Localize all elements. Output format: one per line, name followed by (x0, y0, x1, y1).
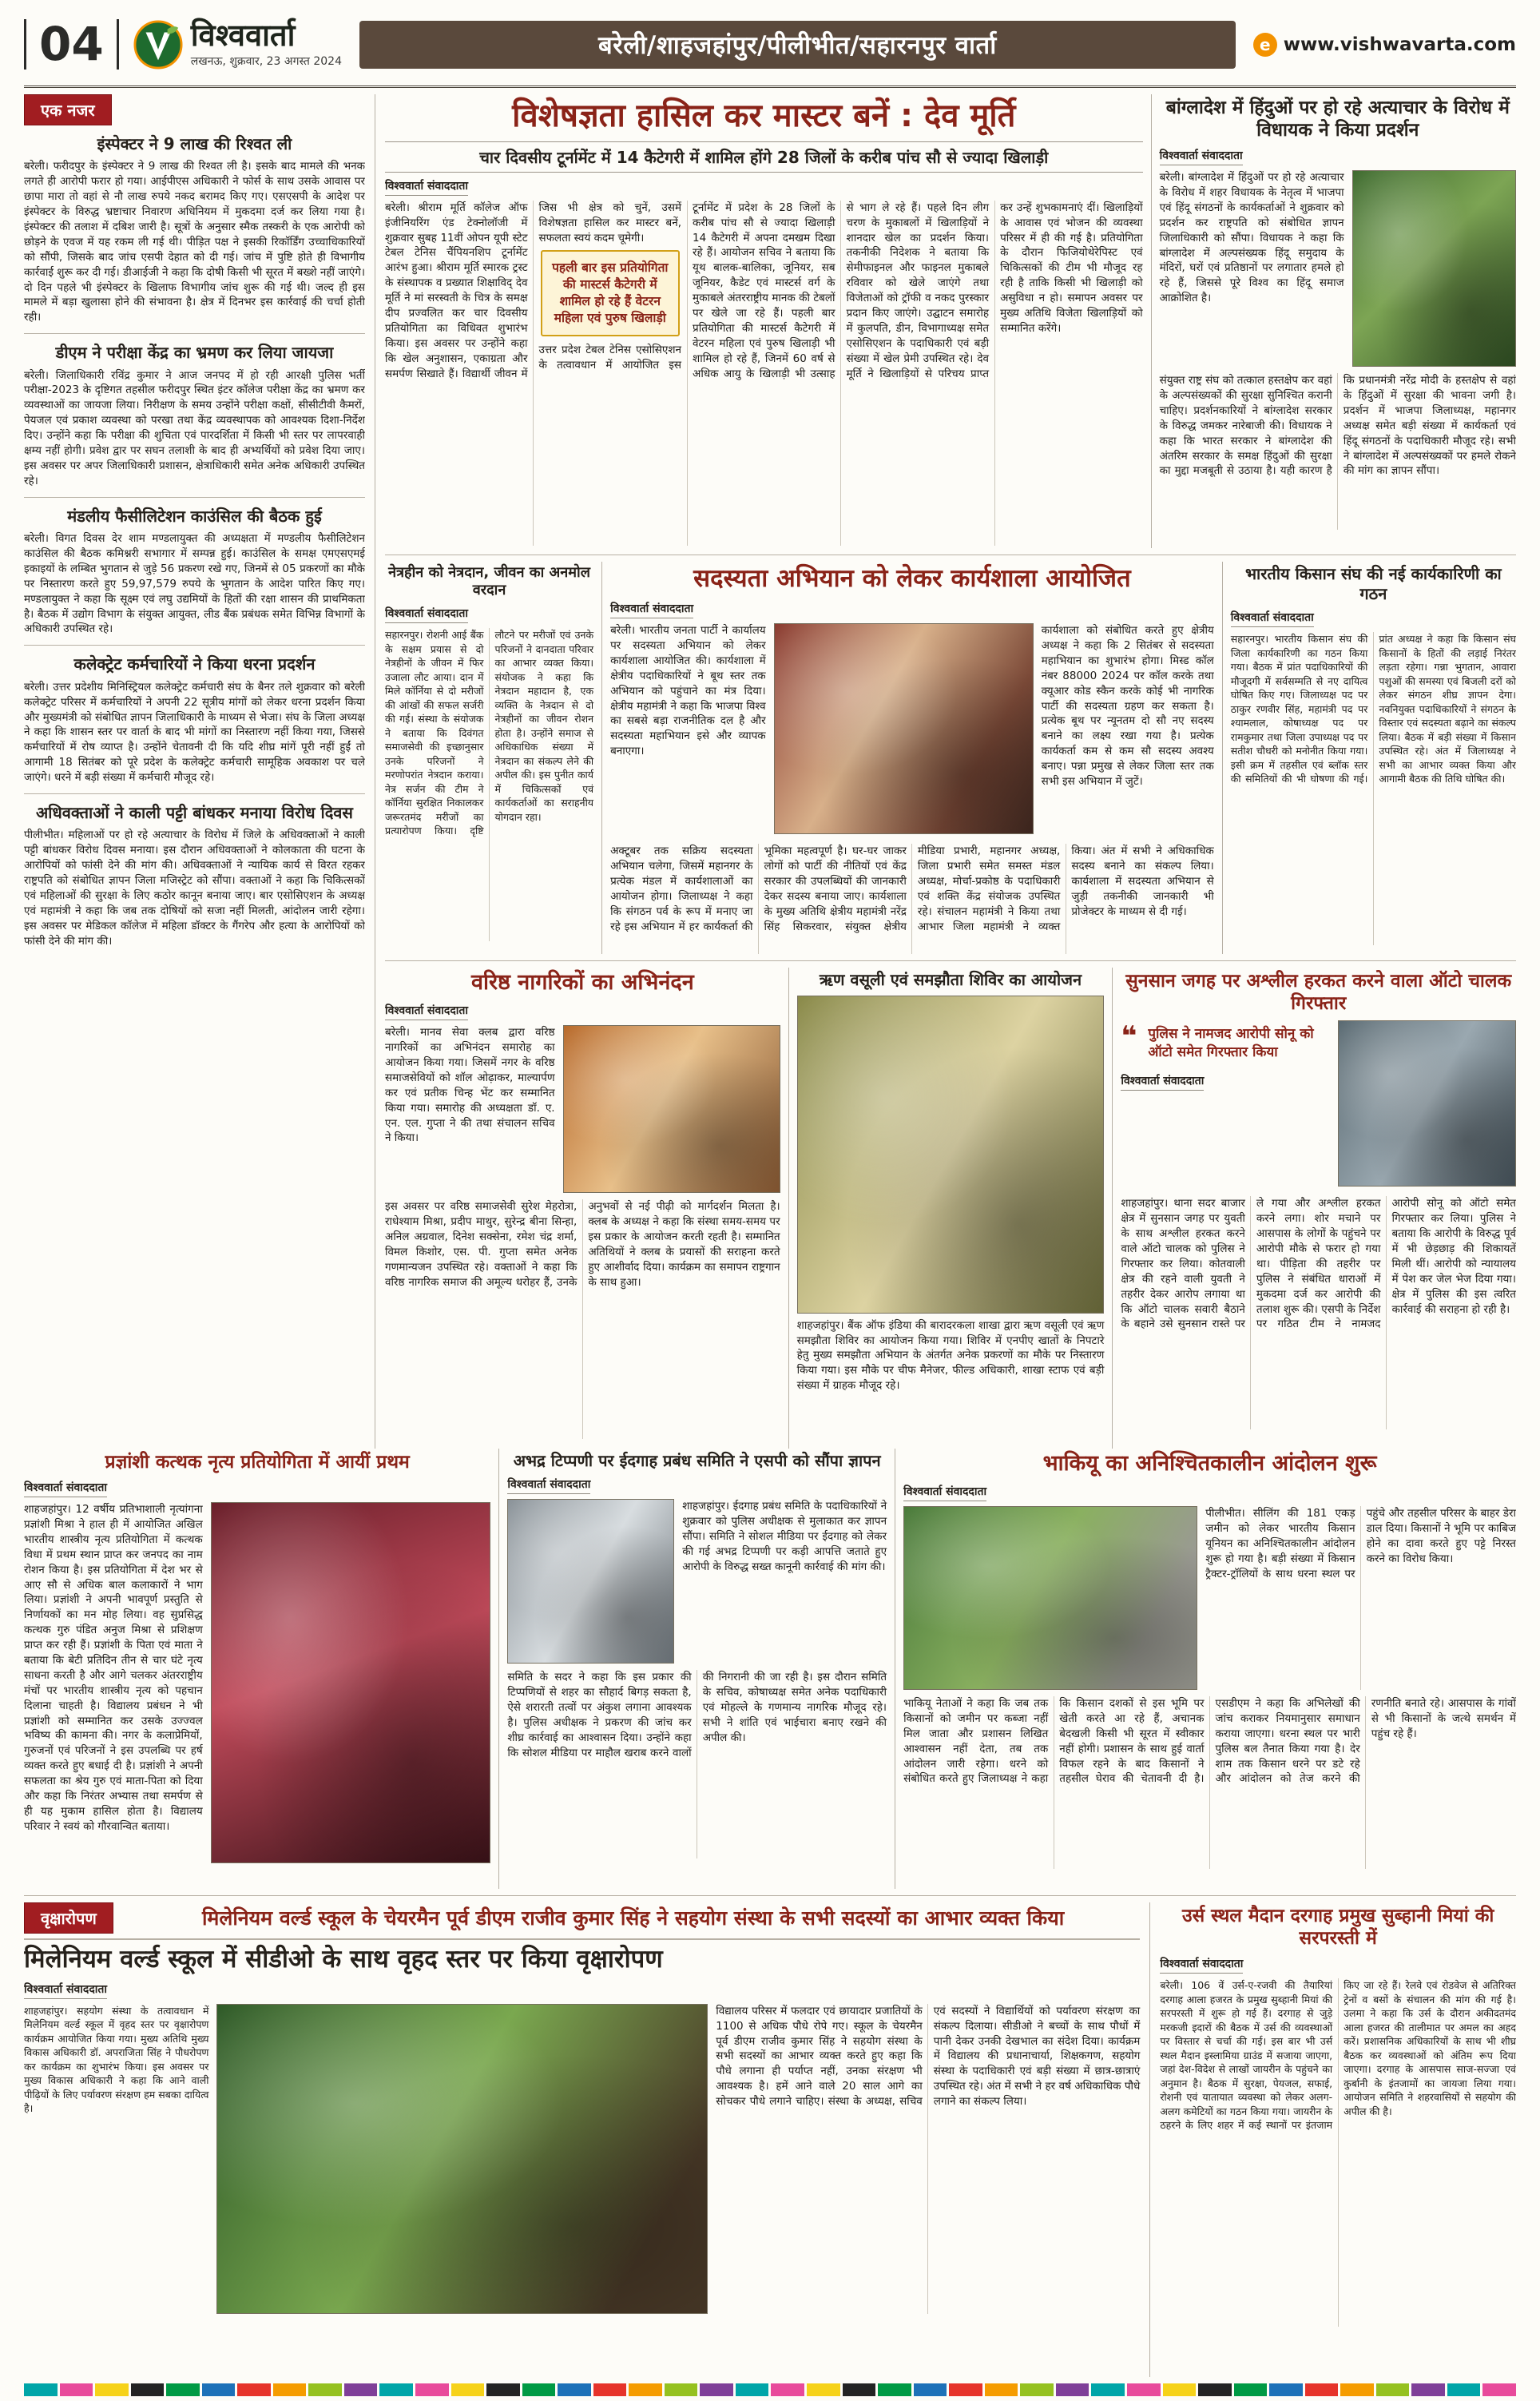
headline: डीएम ने परीक्षा केंद्र का भ्रमण कर लिया जायजा (55, 343, 334, 363)
photo-farmers-march (903, 1506, 1197, 1690)
pull-quote (1121, 1020, 1330, 1065)
masthead (24, 8, 1516, 88)
color-swatch (308, 2383, 342, 2396)
body-text: अक्टूबर तक सक्रिय सदस्यता अभियान चलेगा, जिसमें महानगर के प्रत्येक मंडल में कार्यशालाओं का आयोजन होगा। जिलाध्यक्ष ने कहा कि संगठन पर्व के रूप में मनाए जा रहे इस अभियान में हर कार्यकर्ता की भूमिका महत्वपूर्ण है। घर-घर जाकर लोगों को पार्टी की नीतियों एवं केंद्र सरकार की उपलब्धियों की जानकारी देकर सदस्य बनाया जाए। कार्यशाला के मुख्य अतिथि क्षेत्रीय महामंत्री नरेंद्र सिंह सिकरवार, संयुक्त क्षेत्रीय मीडिया प्रभारी, महानगर अध्यक्ष, जिला प्रभारी समेत समस्त मंडल अध्यक्ष, मोर्चा-प्रकोष्ठ के पदाधिकारी एवं शक्ति केंद्र संयोजक उपस्थित रहे। संचालन महामंत्री ने किया तथा आभार जिला महामंत्री ने व्यक्त किया। अंत में सभी ने अधिकाधिक सदस्य बनाने का संकल्प लिया। कार्यशाला में सदस्यता अभियान से जुड़ी तकनीकी जानकारी भी प्रोजेक्टर के माध्यम से दी गई। (610, 845, 1214, 933)
article-urs-dargah (1150, 1902, 1516, 2377)
byline: विश्ववार्ता संवाददाता (1231, 610, 1314, 627)
headline: भारतीय किसान संघ की नई कार्यकारिणी का गठन (1245, 564, 1502, 603)
epaper-icon: e (1253, 33, 1277, 57)
color-swatch (1376, 2383, 1410, 2396)
highlight-quote: पहली बार इस प्रतियोगिता की मास्टर्स कैटेगरी में शामिल हो रहे हैं वेटरन महिला एवं पुरुष खिलाड़ी (541, 250, 681, 336)
color-swatch (985, 2383, 1018, 2396)
headline: इंस्पेक्टर ने 9 लाख की रिश्वत ली (97, 134, 292, 153)
body-text: भाकियू नेताओं ने कहा कि जब तक किसानों को जमीन पर कब्जा नहीं मिल जाता और प्रशासन लिखित आश्वासन नहीं देता, तब तक आंदोलन जारी रहेगा। धरने को संबोधित करते हुए जिलाध्यक्ष ने कहा कि किसान दशकों से इस भूमि पर खेती करते आ रहे हैं, अचानक बेदखली किसी भी सूरत में स्वीकार नहीं होगी। प्रशासन के साथ हुई वार्ता विफल रहने के बाद किसानों ने तहसील घेराव की चेतावनी दी है। एसडीएम ने कहा कि अभिलेखों की जांच कराकर नियमानुसार समाधान कराया जाएगा। धरना स्थल पर भारी पुलिस बल तैनात किया गया है। देर शाम तक किसान धरने पर डटे रहे और आंदोलन को तेज करने की रणनीति बनाते रहे। आसपास के गांवों से भी किसानों के जत्थे समर्थन में पहुंच रहे हैं। (903, 1696, 1516, 1786)
headline: उर्स स्थल मैदान दरगाह प्रमुख सुब्हानी मियां की सरपरस्ती में (1181, 1906, 1494, 1950)
article-body (385, 201, 1143, 546)
masthead-dateline: लखनऊ, शुक्रवार, 23 अगस्त 2024 (190, 54, 342, 68)
color-swatch (1163, 2383, 1197, 2396)
color-swatch (878, 2383, 911, 2396)
color-swatch (1198, 2383, 1232, 2396)
ek-najar-label: एक नजर (24, 94, 112, 125)
photo-police-arrest (1338, 1020, 1516, 1187)
website-link[interactable]: www.vishwavarta.com (1283, 34, 1516, 55)
article-bhakiyu-andolan (895, 1449, 1516, 1889)
byline: विश्ववार्ता संवाददाता (1160, 148, 1243, 165)
color-swatch (700, 2383, 733, 2396)
headline: विशेषज्ञता हासिल कर मास्टर बनें : देव मूर्ति (512, 97, 1016, 134)
article-idgah-gyapan (498, 1449, 895, 1889)
article-facilitation-council (24, 497, 365, 638)
color-swatch (273, 2383, 307, 2396)
body-text: संयुक्त राष्ट्र संघ को तत्काल हस्तक्षेप कर वहां के अल्पसंख्यकों की सुरक्षा सुनिश्चित करानी चाहिए। प्रदर्शनकारियों ने बांग्लादेश सरकार के विरुद्ध जमकर नारेबाजी की। विधायक ने कहा कि भारत सरकार ने बांग्लादेश की अंतरिम सरकार के समक्ष हिंदुओं की सुरक्षा का मुद्दा मजबूती से उठाया है। यही कारण है कि प्रधानमंत्री नरेंद्र मोदी के हस्तक्षेप से वहां के हिंदुओं में सुरक्षा की भावना जगी है। प्रदर्शन में भाजपा जिलाध्यक्ष, महानगर अध्यक्ष समेत बड़ी संख्या में कार्यकर्ता एवं हिंदू संगठनों के पदाधिकारी मौजूद रहे। सभी ने बांग्लादेश में अल्पसंख्यकों पर हमले रोकने की मांग का ज्ञापन सौंपा। (1159, 374, 1516, 478)
article-bangladesh-protest (1151, 94, 1516, 548)
headline: मंडलीय फैसीलिटेशन काउंसिल की बैठक हुई (67, 506, 322, 526)
color-swatch (1091, 2383, 1125, 2396)
headline: प्रज्ञांशी कत्थक नृत्य प्रतियोगिता में आयीं प्रथम (105, 1452, 410, 1473)
vishwavarta-logo (133, 20, 183, 70)
color-swatch (1305, 2383, 1339, 2396)
color-swatch (60, 2383, 93, 2396)
article-tournament (385, 94, 1151, 548)
body-text: बरेली। विगत दिवस देर शाम मण्डलायुक्त की अध्यक्षता में मण्डलीय फैसीलिटेशन काउंसिल की बैठक कमिश्नरी सभागार में सम्पन्न हुई। काउंसिल के समक्ष एमएसएमई इकाइयों के लम्बित भुगतान से जुड़े 56 प्रकरण रखे गए, जिनमें से 05 प्रकरणों का मौके पर निस्तारण करते हुए 59,97,579 रुपये के भुगतान के आदेश पारित किए गए। मण्डलायुक्त ने कहा कि सूक्ष्म एवं लघु उद्यमियों के हितों की रक्षा शासन की प्राथमिकता है। बैठक में उद्योग विभाग के संयुक्त आयुक्त, लीड बैंक प्रबंधक समेत विभिन्न विभागों के अधिकारी उपस्थित रहे। (24, 532, 365, 636)
brand (133, 20, 342, 70)
body-text: विद्यालय परिसर में फलदार एवं छायादार प्रजातियों के 1100 से अधिक पौधे रोपे गए। स्कूल के चेयरमैन पूर्व डीएम राजीव कुमार सिंह ने सहयोग संस्था के सभी सदस्यों का आभार व्यक्त करते हुए कहा कि पौधे लगाना ही पर्याप्त नहीं, उनका संरक्षण भी आवश्यक है। हमें आने वाले 20 साल आगे का सोचकर पौधे लगाने चाहिए। संस्था के अध्यक्ष, सचिव एवं सदस्यों ने विद्यार्थियों को पर्यावरण संरक्षण का संकल्प दिलाया। सीडीओ ने बच्चों के साथ पौधों में पानी देकर उनकी देखभाल का संदेश दिया। कार्यक्रम में विद्यालय की प्रधानाचार्या, शिक्षकगण, सहयोग संस्था के पदाधिकारी एवं बड़ी संख्या में छात्र-छात्राएं उपस्थित रहे। अंत में सभी ने हर वर्ष अधिकाधिक पौधे लगाने का संकल्प लिया। (716, 2004, 1141, 2109)
photo-loan-camp (797, 996, 1105, 1314)
body-text: सहारनपुर। रोशनी आई बैंक के सक्षम प्रयास से दो नेत्रहीनों के जीवन में फिर उजाला लौट आया। दान में मिले कॉर्निया से दो मरीजों की आंखों की सफल सर्जरी की गई। संस्था के संयोजक ने बताया कि दिवंगत समाजसेवी की इच्छानुसार उनके परिजनों ने मरणोपरांत नेत्रदान कराया। नेत्र सर्जन की टीम ने कॉर्निया सुरक्षित निकालकर जरूरतमंद मरीजों का प्रत्यारोपण किया। दृष्टि लौटने पर मरीजों एवं उनके परिजनों ने दानदाता परिवार का आभार व्यक्त किया। संयोजक ने कहा कि नेत्रदान महादान है, एक व्यक्ति के नेत्रदान से दो नेत्रहीनों का जीवन रोशन होता है। उन्होंने समाज से अधिकाधिक संख्या में नेत्रदान का संकल्प लेने की अपील की। इस पुनीत कार्य में चिकित्सकों एवं कार्यकर्ताओं का सराहनीय योगदान रहा। (385, 629, 594, 837)
body-text: उत्तर प्रदेश टेबल टेनिस एसोसिएशन के तत्वावधान में आयोजित इस टूर्नामेंट में प्रदेश के 28 जिलों के करीब पांच सौ से ज्यादा खिलाड़ी 14 कैटेगरी में अपना दमखम दिखा रहे हैं। आयोजन सचिव ने बताया कि यूथ बालक-बालिका, जूनियर, सब जूनियर, कैडेट एवं मास्टर्स वर्ग के मुकाबले अंतरराष्ट्रीय मानक की टेबलों पर खेले जा रहे हैं। पहली बार प्रतियोगिता की मास्टर्स कैटेगरी में वेटरन महिला एवं पुरुष खिलाड़ी भी शामिल हो रहे हैं, जिनमें 60 वर्ष से अधिक आयु के खिलाड़ी भी उत्साह से भाग ले रहे हैं। पहले दिन लीग चरण के मुकाबलों में खिलाड़ियों ने शानदार खेल का प्रदर्शन किया। तकनीकी निदेशक ने बताया कि सेमीफाइनल और फाइनल मुकाबले रविवार को खेले जाएंगे तथा विजेताओं को ट्रॉफी व नकद पुरस्कार प्रदान किए जाएंगे। उद्घाटन समारोह में कुलपति, डीन, विभागाध्यक्ष समेत एसोसिएशन के पदाधिकारी एवं बड़ी संख्या में खेल प्रेमी उपस्थित रहे। देव मूर्ति ने खिलाड़ियों से परिचय प्राप्त कर उन्हें शुभकामनाएं दीं। खिलाड़ियों के आवास एवं भोजन की व्यवस्था परिसर में ही की गई है। प्रतियोगिता के दौरान फिजियोथेरेपिस्ट एवं चिकित्सकों की टीम भी मौजूद रह रही है ताकि किसी भी खिलाड़ी को असुविधा न हो। समापन अवसर पर मुख्य अतिथि विजेता खिलाड़ियों को सम्मानित करेंगे। (538, 201, 1143, 380)
byline: विश्ववार्ता संवाददाता (385, 606, 468, 623)
body-text: बरेली। उत्तर प्रदेशीय मिनिस्ट्रियल कलेक्ट्रेट कर्मचारी संघ के बैनर तले शुक्रवार को बरेली कलेक्ट्रेट परिसर में कर्मचारियों ने अपनी 22 सूत्रीय मांगों को लेकर धरना प्रदर्शन किया और मुख्यमंत्री को संबोधित ज्ञापन जिलाधिकारी के माध्यम से भेजा। संघ के जिला अध्यक्ष ने कहा कि शासन स्तर पर वार्ता के बाद भी मांगों का निस्तारण नहीं किया गया, जिससे कर्मचारियों में रोष व्याप्त है। उन्होंने चेतावनी दी कि यदि शीघ्र मांगें पूरी नहीं हुईं तो आगामी 18 सितंबर को पूरे प्रदेश के कलेक्ट्रेट कर्मचारी सामूहिक अवकाश पर चले जाएंगे। धरने में बड़ी संख्या में कर्मचारी मौजूद रहे। (24, 680, 365, 785)
photo-caption: शाहजहांपुर। बैंक ऑफ इंडिया की बारादरकला शाखा द्वारा ऋण वसूली एवं ऋण समझौता शिविर का आयोजन किया गया। शिविर में एनपीए खातों के निपटारे हेतु मुख्य समझौता अभियान के अंतर्गत अनेक प्रकरणों का मौके पर निस्तारण किया गया। इस मौके पर चीफ मैनेजर, फील्ड अधिकारी, शाखा स्टाफ एवं बड़ी संख्या में ग्राहक मौजूद रहे। (796, 1318, 1105, 1393)
color-swatch (131, 2383, 165, 2396)
color-swatch (1340, 2383, 1374, 2396)
headline: कलेक्ट्रेट कर्मचारियों ने किया धरना प्रदर्शन (73, 654, 316, 674)
body-text: बरेली। फरीदपुर के इंस्पेक्टर ने 9 लाख की रिश्वत ली है। इसके बाद मामले की भनक लगते ही आरोपी फरार हो गया। आईपीएस अधिकारी ने फोर्स के साथ उसके आवास पर छापा मारा तो वहां से नौ लाख रुपये नकद बरामद किए गए। एसएसपी के आदेश पर इंस्पेक्टर के विरुद्ध भ्रष्टाचार निवारण अधिनियम में मुकदमा दर्ज कर लिया गया है। इंस्पेक्टर की तलाश में दबिश जारी है। सूत्रों के अनुसार स्मैक तस्करी के एक आरोपी को छोड़ने के एवज में यह रकम ली गई थी। पीड़ित पक्ष ने इसकी रिकॉर्डिंग उच्चाधिकारियों को सौंपी, जिसके बाद जांच एसपी देहात को दी गई। जांच में पुष्टि होते ही विभागीय कार्रवाई शुरू कर दी गई। डीआईजी ने कहा कि दोषी किसी भी सूरत में बख्शे नहीं जाएंगे। दो दिन पहले भी इंस्पेक्टर के खिलाफ विभागीय जांच शुरू की गई थी। जल्द ही इस मामले में बड़ा खुलासा होने की संभावना है। क्षेत्र में दिनभर इस कार्रवाई की चर्चा होती रही। (24, 160, 365, 324)
headline: वरिष्ठ नागरिकों का अभिनंदन (470, 970, 694, 996)
color-swatch (451, 2383, 485, 2396)
color-swatch (1447, 2383, 1481, 2396)
color-swatch (771, 2383, 804, 2396)
byline: विश्ववार्ता संवाददाता (24, 1982, 107, 1999)
headline: अभद्र टिप्पणी पर ईदगाह प्रबंध समिति ने एसपी को सौंपा ज्ञापन (513, 1451, 881, 1470)
article-varishth-nagrik (385, 968, 788, 1449)
body-text: कार्यशाला को संबोधित करते हुए क्षेत्रीय अध्यक्ष ने कहा कि 2 सितंबर से सदस्यता महाभियान का शुभारंभ होगा। मिस्ड कॉल नंबर 88000 2024 पर कॉल करके तथा क्यूआर कोड स्कैन करके कोई भी नागरिक पार्टी की सदस्यता ग्रहण कर सकता है। प्रत्येक बूथ पर न्यूनतम दो सौ नए सदस्य बनाने का लक्ष्य रखा गया है। प्रत्येक कार्यकर्ता कम से कम सौ सदस्य अवश्य बनाए। पन्ना प्रमुख से लेकर जिला स्तर तक सभी इस अभियान में जुटें। (1041, 624, 1214, 788)
color-bar (24, 2383, 1516, 2396)
article-auto-chalak-arrest (1112, 968, 1516, 1449)
article-rin-vasuli (788, 968, 1113, 1449)
body-text: बरेली। बांग्लादेश में हिंदुओं पर हो रहे अत्याचार के विरोध में शहर विधायक के नेतृत्व में भाजपा एवं हिंदू संगठनों के कार्यकर्ताओं ने शुक्रवार को प्रदर्शन कर राष्ट्रपति को संबोधित ज्ञापन जिलाधिकारी को सौंपा। विधायक ने कहा कि बांग्लादेश में अल्पसंख्यक हिंदू समुदाय के मंदिरों, घरों एवं प्रतिष्ठानों पर लगातार हमले हो रहे हैं, जिससे पूरे विश्व का हिंदू समाज आक्रोशित है। (1159, 171, 1344, 305)
byline: विश्ववार्ता संवाददाता (385, 178, 468, 196)
body-text: शाहजहांपुर। सहयोग संस्था के तत्वावधान में मिलेनियम वर्ल्ड स्कूल में वृहद स्तर पर वृक्षारोपण कार्यक्रम आयोजित किया गया। मुख्य अतिथि मुख्य विकास अधिकारी डॉ. अपराजिता सिंह ने पौधरोपण कर कार्यक्रम का शुभारंभ किया। इस अवसर पर मुख्य विकास अधिकारी ने कहा कि आने वाली पीढ़ियों के लिए पर्यावरण संरक्षण हम सबका दायित्व है। (24, 2004, 209, 2115)
article-pragyanshi-kathak (24, 1449, 498, 1889)
body-text: पीलीभीत। सीलिंग की 181 एकड़ जमीन को लेकर भारतीय किसान यूनियन का अनिश्चितकालीन आंदोलन शुरू हो गया है। बड़ी संख्या में किसान ट्रैक्टर-ट्रॉलियों के साथ धरना स्थल पर पहुंचे और तहसील परिसर के बाहर डेरा डाल दिया। किसानों ने भूमि पर काबिज होने का दावा करते हुए पट्टे निरस्त करने का विरोध किया। (1205, 1506, 1516, 1580)
photo-workshop-stage (774, 623, 1034, 834)
color-swatch (1411, 2383, 1445, 2396)
byline: विश्ववार्ता संवाददाता (1160, 1956, 1243, 1974)
body-text: शाहजहांपुर। थाना सदर बाजार क्षेत्र में सुनसान जगह पर युवती के साथ अश्लील हरकत करने वाले ऑटो चालक को पुलिस ने गिरफ्तार कर लिया। कोतवाली क्षेत्र की रहने वाली युवती ने तहरीर देकर आरोप लगाया था कि ऑटो चालक सवारी बैठाने के बहाने उसे सुनसान रास्ते पर ले गया और अश्लील हरकत करने लगा। शोर मचाने पर आसपास के लोगों के पहुंचने पर आरोपी मौके से फरार हो गया था। पीड़िता की तहरीर पर पुलिस ने संबंधित धाराओं में मुकदमा दर्ज कर आरोपी की तलाश शुरू की। एसपी के निर्देश पर गठित टीम ने नामजद आरोपी सोनू को ऑटो समेत गिरफ्तार कर लिया। पुलिस ने बताया कि आरोपी के विरुद्ध पूर्व में भी छेड़छाड़ की शिकायतें मिली थीं। आरोपी को न्यायालय में पेश कर जेल भेज दिया गया। क्षेत्र में पुलिस की इस त्वरित कार्रवाई की सराहना हो रही है। (1121, 1197, 1516, 1331)
color-swatch (24, 2383, 58, 2396)
color-swatch (629, 2383, 662, 2396)
byline: विश्ववार्ता संवाददाता (507, 1477, 590, 1494)
photo-committee-members (507, 1499, 674, 1664)
color-swatch (1020, 2383, 1054, 2396)
ek-najar-column (24, 94, 375, 1449)
color-swatch (379, 2383, 413, 2396)
headline: भाकियू का अनिश्चितकालीन आंदोलन शुरू (1042, 1451, 1377, 1476)
body-text: बरेली। श्रीराम मूर्ति कॉलेज ऑफ इंजीनियरिंग एंड टेक्नोलॉजी में शुक्रवार सुबह 11वीं ओपन यूपी स्टेट टेबल टेनिस चैंपियनशिप टूर्नामेंट आरंभ हुआ। श्रीराम मूर्ति स्मारक ट्रस्ट के संस्थापक व प्रख्यात शिक्षाविद् देव मूर्ति ने मां सरस्वती के चित्र के समक्ष दीप प्रज्वलित कर चार दिवसीय प्रतियोगिता का विधिवत शुभारंभ किया। इस अवसर पर उन्होंने कहा कि खेल अनुशासन, एकाग्रता और समर्पण सिखाते हैं। विद्यार्थी जीवन में जिस भी क्षेत्र को चुनें, उसमें विशेषज्ञता हासिल कर मास्टर बनें, सफलता स्वयं कदम चूमेगी। (385, 201, 682, 380)
color-swatch (1482, 2383, 1516, 2396)
color-swatch (807, 2383, 840, 2396)
vriksharopan-label: वृक्षारोपण (24, 1902, 113, 1934)
article-vriksharopan (24, 1902, 1150, 2377)
byline: विश्ववार्ता संवाददाता (1121, 1073, 1204, 1091)
body-text: बरेली। मानव सेवा क्लब द्वारा वरिष्ठ नागरिकों का अभिनंदन समारोह का आयोजन किया गया। जिसमें नगर के वरिष्ठ समाजसेवियों को शॉल ओढ़ाकर, माल्यार्पण कर एवं प्रतीक चिन्ह भेंट कर सम्मानित किया गया। समारोह की अध्यक्षता डॉ. ए. एन. एल. गुप्ता ने की तथा संचालन सचिव ने किया। (385, 1026, 555, 1145)
color-swatch (593, 2383, 627, 2396)
color-swatch (95, 2383, 129, 2396)
website-block (1253, 33, 1516, 57)
body-text: पीलीभीत। महिलाओं पर हो रहे अत्याचार के विरोध में जिले के अधिवक्ताओं ने काली पट्टी बांधकर विरोध दिवस मनाया। इस दौरान अधिवक्ताओं ने कोलकाता की घटना के आरोपियों को फांसी देने की मांग की। अधिवक्ताओं ने न्यायिक कार्य से विरत रहकर राष्ट्रपति को संबोधित ज्ञापन जिला मजिस्ट्रेट को सौंपा। वक्ताओं ने कहा कि चिकित्सकों एवं महिलाओं की सुरक्षा के लिए कठोर कानून बनाया जाए। बार एसोसिएशन के अध्यक्ष एवं महामंत्री ने कहा कि जब तक दोषियों को सजा नहीं मिलती, आंदोलन जारी रहेगा। इस अवसर पर मेडिकल कॉलेज में महिला डॉक्टर के गैंगरेप और हत्या के आरोपियों को फांसी देने की मांग की। (24, 829, 365, 948)
quote-icon: ❝ (1121, 1020, 1137, 1053)
edition-banner: बरेली/शाहजहांपुर/पीलीभीत/सहारनपुर वार्ता (359, 21, 1236, 69)
color-swatch (1234, 2383, 1268, 2396)
color-swatch (843, 2383, 876, 2396)
body-text: शाहजहांपुर। ईदगाह प्रबंध समिति के पदाधिकारियों ने शुक्रवार को पुलिस अधीक्षक से मुलाकात कर ज्ञापन सौंपा। समिति ने सोशल मीडिया पर ईदगाह को लेकर की गई अभद्र टिप्पणी पर कड़ी आपत्ति जताते हुए आरोपी के विरुद्ध सख्त कानूनी कार्रवाई की मांग की। (682, 1500, 887, 1573)
byline: विश्ववार्ता संवाददाता (610, 601, 693, 618)
strip-headline: मिलेनियम वर्ल्ड स्कूल के चेयरमैन पूर्व डीएम राजीव कुमार सिंह ने सहयोग संस्था के सभी सदस्यों का आभार व्यक्त किया (201, 1906, 1065, 1930)
byline: विश्ववार्ता संवाददाता (24, 1480, 107, 1497)
headline: नेत्रहीन को नेत्रदान, जीवन का अनमोल वरदान (388, 564, 590, 599)
color-swatch (914, 2383, 947, 2396)
article-rishvat (24, 132, 365, 325)
paper-name: विश्ववार्ता (190, 18, 296, 54)
body-text: बरेली। जिलाधिकारी रविंद्र कुमार ने आज जनपद में हो रही आरक्षी पुलिस भर्ती परीक्षा-2023 के दृष्टिगत तहसील फरीदपुर स्थित इंटर कॉलेज परीक्षा केंद्र का भ्रमण कर व्यवस्थाओं का जायजा लिया। निरीक्षण के समय उन्होंने परीक्षा कक्षों, सीसीटीवी कैमरों, पेयजल एवं प्रकाश व्यवस्था को परखा तथा केंद्र व्यवस्थापक को आवश्यक दिशा-निर्देश दिए। उन्होंने कहा कि परीक्षा की शुचिता एवं पारदर्शिता में किसी भी स्तर पर लापरवाही क्षम्य नहीं होगी। प्रवेश द्वार पर सघन तलाशी के बाद ही अभ्यर्थियों को प्रवेश दिया जाए। इस अवसर पर अपर जिलाधिकारी प्रशासन, क्षेत्राधिकारी समेत अनेक अधिकारी उपस्थित रहे। (24, 368, 365, 487)
headline: अधिवक्ताओं ने काली पट्टी बांधकर मनाया विरोध दिवस (36, 802, 353, 822)
page-number: 04 (24, 19, 119, 70)
body-text: शाहजहांपुर। 12 वर्षीय प्रतिभाशाली नृत्यांगना प्रज्ञांशी मिश्रा ने हाल ही में आयोजित अखिल भारतीय शास्त्रीय नृत्य प्रतियोगिता में कत्थक विधा में प्रथम स्थान प्राप्त कर जनपद का नाम रोशन किया है। इस प्रतियोगिता में देश भर से आए सौ से अधिक बाल कलाकारों ने भाग लिया। प्रज्ञांशी ने अपनी भावपूर्ण प्रस्तुति से निर्णायकों का मन मोह लिया। वह सुप्रसिद्ध कत्थक गुरु पंडित अनुज मिश्रा से प्रशिक्षण प्राप्त कर रही हैं। प्रज्ञांशी के पिता एवं माता ने बताया कि बेटी प्रतिदिन तीन से चार घंटे नृत्य साधना करती है और आगे चलकर अंतरराष्ट्रीय मंचों पर भारतीय शास्त्रीय नृत्य को पहचान दिलाना चाहती है। विद्यालय प्रबंधन ने भी प्रज्ञांशी को सम्मानित कर उसके उज्ज्वल भविष्य की कामना की। नगर के कलाप्रेमियों, गुरुजनों एवं परिजनों ने इस उपलब्धि पर हर्ष व्यक्त करते हुए बधाई दी है। प्रज्ञांशी ने अपनी सफलता का श्रेय गुरु एवं माता-पिता को दिया और कहा कि निरंतर अभ्यास तथा समर्पण से ही यह मुकाम हासिल होता है। विद्यालय परिवार ने स्वयं को गौरवान्वित बताया। (24, 1503, 203, 1833)
color-swatch (949, 2383, 982, 2396)
headline: मिलेनियम वर्ल्ड स्कूल में सीडीओ के साथ वृहद स्तर पर किया वृक्षारोपण (24, 1945, 663, 1974)
color-swatch (665, 2383, 698, 2396)
headline: सदस्यता अभियान को लेकर कार्यशाला आयोजित (693, 564, 1131, 594)
body-text: बरेली। 106 वें उर्स-ए-रजवी की तैयारियां दरगाह आला हजरत के प्रमुख सुब्हानी मियां की सरपरस्ती में शुरू हो गई हैं। दरगाह से जुड़े मरकजी इदारों की बैठक में उर्स की व्यवस्थाओं पर विस्तार से चर्चा की गई। इस बार भी उर्स स्थल मैदान इस्लामिया ग्राउंड में सजाया जाएगा, जहां देश-विदेश से लाखों जायरीन के पहुंचने का अनुमान है। बैठक में सुरक्षा, पेयजल, सफाई, रोशनी एवं यातायात व्यवस्था को लेकर अलग-अलग कमेटियों का गठन किया गया। जायरीन के ठहरने के लिए शहर में कई स्थानों पर इंतजाम किए जा रहे हैं। रेलवे एवं रोडवेज से अतिरिक्त ट्रेनों व बसों के संचालन की मांग की गई है। उलमा ने कहा कि उर्स के दौरान अकीदतमंद आला हजरत की तालीमात पर अमल का अहद करें। प्रशासनिक अधिकारियों के साथ भी शीघ्र बैठक कर व्यवस्थाओं को अंतिम रूप दिया जाएगा। दरगाह के आसपास साज-सज्जा एवं कुर्बानी के इंतजामों का जायजा लिया गया। आयोजन समिति ने शहरवासियों से सहयोग की अपील की है। (1160, 1979, 1516, 2132)
body-text: सहारनपुर। भारतीय किसान संघ की जिला कार्यकारिणी का गठन किया गया। बैठक में प्रांत पदाधिकारियों की मौजूदगी में सर्वसम्मति से नए दायित्व घोषित किए गए। जिलाध्यक्ष पद पर ठाकुर रणवीर सिंह, महामंत्री पद पर श्यामलाल, कोषाध्यक्ष पद पर रामकुमार तथा जिला उपाध्यक्ष पद पर सतीश चौधरी को मनोनीत किया गया। इसी क्रम में तहसील एवं ब्लॉक स्तर की समितियों की भी घोषणा की गई। प्रांत अध्यक्ष ने कहा कि किसान संघ किसानों के हितों की लड़ाई निरंतर लड़ता रहेगा। गन्ना भुगतान, आवारा पशुओं की समस्या एवं बिजली दरों को लेकर संगठन शीघ्र ज्ञापन देगा। नवनियुक्त पदाधिकारियों ने संगठन के विस्तार एवं सदस्यता बढ़ाने का संकल्प लिया। बैठक में बड़ी संख्या में किसान उपस्थित रहे। अंत में जिलाध्यक्ष ने सभी का आभार व्यक्त किया और आगामी बैठक की तिथि घोषित की। (1230, 633, 1516, 785)
byline: विश्ववार्ता संवाददाता (903, 1484, 986, 1501)
color-swatch (1269, 2383, 1303, 2396)
body-text: बरेली। भारतीय जनता पार्टी ने कार्यालय पर सदस्यता अभियान को लेकर कार्यशाला आयोजित की। कार्यशाला में क्षेत्रीय पदाधिकारियों ने बूथ स्तर तक अभियान को पहुंचाने का मंत्र दिया। क्षेत्रीय महामंत्री ने कहा कि भाजपा विश्व का सबसे बड़ा राजनीतिक दल है और सदस्यता महाभियान इसे और व्यापक बनाएगा। (610, 624, 766, 758)
body-text: इस अवसर पर वरिष्ठ समाजसेवी सुरेश मेहरोत्रा, राधेश्याम मिश्रा, प्रदीप माथुर, सुरेन्द्र बीना सिन्हा, अनिल अग्रवाल, दिनेश सक्सेना, रमेश चंद्र शर्मा, विमल किशोर, एस. पी. गुप्ता समेत अनेक गणमान्यजन उपस्थित रहे। वक्ताओं ने कहा कि वरिष्ठ नागरिक समाज की अमूल्य धरोहर हैं, उनके अनुभवों से नई पीढ़ी को मार्गदर्शन मिलता है। क्लब के अध्यक्ष ने कहा कि संस्था समय-समय पर इस प्रकार के आयोजन करती रहती है। सम्मानित अतिथियों ने क्लब के प्रयासों की सराहना करते हुए आशीर्वाद दिया। कार्यक्रम का समापन राष्ट्रगान के साथ हुआ। (385, 1200, 780, 1289)
photo-felicitation-group (563, 1025, 780, 1193)
article-netradan (385, 562, 601, 954)
color-swatch (1127, 2383, 1161, 2396)
color-swatch (486, 2383, 520, 2396)
photo-kathak-dancer (211, 1502, 491, 1863)
headline: ऋण वसूली एवं समझौता शिविर का आयोजन (819, 970, 1082, 990)
color-swatch (166, 2383, 200, 2396)
photo-protest-flags (1352, 170, 1516, 367)
subheadline: चार दिवसीय टूर्नामेंट में 14 कैटेगरी में शामिल होंगे 28 जिलों के करीब पांच सौ से ज्यादा खिलाड़ी (385, 141, 1143, 173)
article-sadasyata-abhiyan (601, 562, 1222, 954)
color-swatch (558, 2383, 591, 2396)
body-text: समिति के सदर ने कहा कि इस प्रकार की टिप्पणियों से शहर का सौहार्द बिगड़ सकता है, ऐसे शरारती तत्वों पर अंकुश लगाना आवश्यक है। पुलिस अधीक्षक ने प्रकरण की जांच कर शीघ्र कार्रवाई का आश्वासन दिया। उन्होंने कहा कि सोशल मीडिया पर माहौल खराब करने वालों की निगरानी की जा रही है। इस दौरान समिति के सचिव, कोषाध्यक्ष समेत अनेक पदाधिकारी एवं मोहल्ले के गणमान्य नागरिक मौजूद रहे। सभी ने शांति एवं भाईचारा बनाए रखने की अपील की। (507, 1671, 887, 1759)
pull-quote-text: पुलिस ने नामजद आरोपी सोनू को ऑटो समेत गिरफ्तार किया (1148, 1026, 1314, 1061)
headline: बांग्लादेश में हिंदुओं पर हो रहे अत्याचार के विरोध में विधायक ने किया प्रदर्शन (1165, 97, 1510, 141)
color-swatch (415, 2383, 449, 2396)
color-swatch (202, 2383, 236, 2396)
photo-tree-plantation (216, 2004, 708, 2314)
headline: सुनसान जगह पर अश्लील हरकत करने वाला ऑटो चालक गिरफ्तार (1125, 971, 1512, 1015)
color-swatch (736, 2383, 769, 2396)
article-collectorate-dharna (24, 645, 365, 785)
article-kisan-sangh (1222, 562, 1516, 954)
article-kali-patti (24, 793, 365, 949)
byline: विश्ववार्ता संवाददाता (385, 1003, 468, 1020)
color-swatch (344, 2383, 378, 2396)
color-swatch (1056, 2383, 1090, 2396)
color-swatch (237, 2383, 271, 2396)
color-swatch (522, 2383, 556, 2396)
article-dm-pariksha (24, 333, 365, 489)
